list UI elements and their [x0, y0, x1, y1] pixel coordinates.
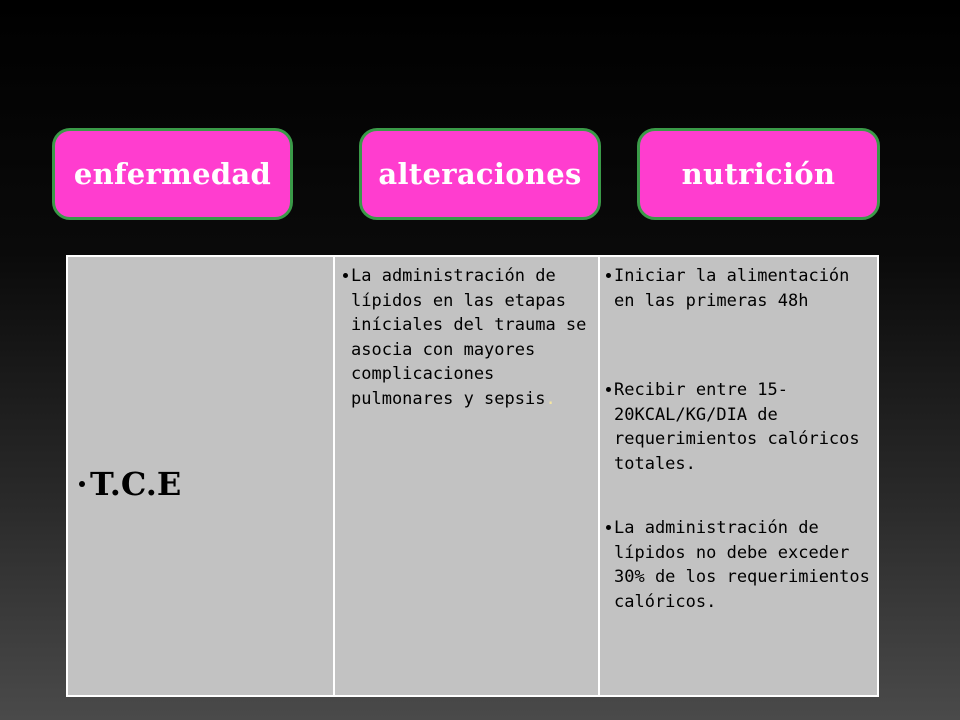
header-alteraciones-label: alteraciones: [378, 157, 582, 191]
alteracion-text-wrap: [351, 264, 595, 411]
column-alteraciones: [333, 257, 598, 695]
disease-item: [79, 465, 181, 503]
header-enfermedad: [52, 128, 293, 220]
column-enfermedad: [68, 257, 333, 695]
nutricion-item: [606, 264, 880, 313]
header-nutricion: [637, 128, 880, 220]
content-table: [66, 255, 879, 697]
nutricion-text: Iniciar la alimentación en las primeras 48h: [614, 266, 850, 311]
bullet-icon: [606, 273, 611, 278]
column-nutricion: [598, 257, 877, 695]
alteracion-text: La administración de lípidos en las etapas iníciales del trauma se asocia con mayores complicaciones pulmonares y sepsis: [351, 266, 587, 409]
nutricion-text: La administración de lípidos no debe exceder 30% de los requerimientos calóricos.: [614, 518, 870, 612]
disease-label: T.C.E: [90, 465, 182, 503]
bullet-icon: [606, 525, 611, 530]
header-nutricion-label: nutrición: [681, 157, 836, 191]
bullet-icon: [606, 387, 611, 392]
alteracion-trailing: .: [545, 388, 556, 409]
bullet-icon: [343, 273, 348, 278]
header-alteraciones: [359, 128, 601, 220]
alteracion-item: [343, 264, 595, 411]
header-enfermedad-label: enfermedad: [73, 157, 272, 191]
nutricion-text: Recibir entre 15-20KCAL/KG/DIA de requerimientos calóricos totales.: [614, 380, 860, 474]
nutricion-item: [606, 378, 880, 476]
bullet-icon: [79, 481, 85, 487]
nutricion-item: [606, 516, 880, 614]
